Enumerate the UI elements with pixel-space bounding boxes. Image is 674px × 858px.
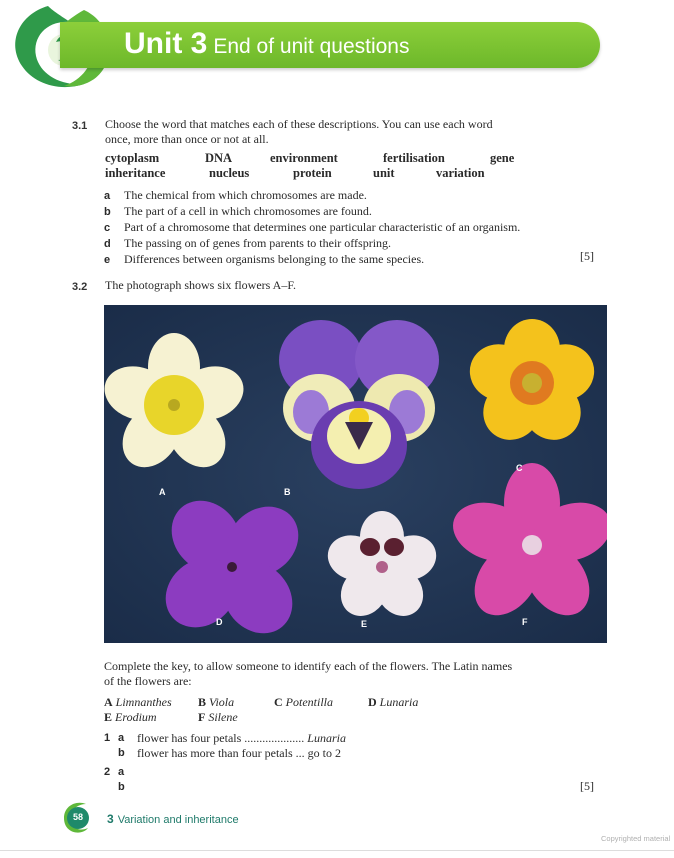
flower-a-image [104,333,251,479]
list-item: b The part of a cell in which chromosomes are found. [104,204,372,218]
flower-label-f: F [522,617,528,627]
word: protein [293,166,332,180]
word: nucleus [209,166,250,180]
word-bank [105,151,545,183]
question-number: 3.1 [72,120,88,132]
flower-f-image [445,463,607,628]
flower-label-b: B [284,487,291,497]
identification-key: 1 a flower has four petals .................... Lunaria b flower has more than four petals ... go to 2 2 a b [104,731,346,793]
list-item: d The passing on of genes from parents to their offspring. [104,236,392,250]
flower-b-image [279,320,439,489]
word: inheritance [105,166,166,180]
word: fertilisation [383,151,445,165]
chapter-footer: 3 Variation and inheritance [107,812,239,826]
flower-label-e: E [361,619,368,629]
flower-c-image [462,319,601,451]
question-items [104,188,544,268]
copyright-notice: Copyrighted material [601,834,671,843]
question-intro: Choose the word that matches each of these descriptions. You can use each word once, more than once or not at all. [105,117,493,146]
list-item: a The chemical from which chromosomes are made. [104,188,367,202]
latin-names: A Limnanthes B Viola C Potentilla D Lunaria E Erodium F Silene [104,695,419,724]
marks: [5] [580,249,594,263]
flower-label-c: C [516,463,523,473]
flower-d-image [152,487,313,643]
word: variation [436,166,485,180]
list-item: e Differences between organisms belonging to the same species. [104,252,425,266]
page-number: 58 [72,812,83,822]
flowers-photo [104,305,607,643]
question-intro: The photograph shows six flowers A–F. [105,278,297,292]
word: unit [373,166,395,180]
word: environment [270,151,338,165]
question-number: 3.2 [72,281,88,293]
word: gene [490,151,515,165]
page-divider [0,850,674,851]
list-item: c Part of a chromosome that determines one particular characteristic of an organism. [104,220,521,234]
flower-label-a: A [159,487,166,497]
flower-label-d: D [216,617,223,627]
flower-e-image [322,511,442,625]
page-title: Unit 3 End of unit questions [124,27,410,60]
key-instructions: Complete the key, to allow someone to identify each of the flowers. The Latin names of the flowers are: [104,659,513,688]
word: DNA [205,151,233,165]
word: cytoplasm [105,151,160,165]
marks: [5] [580,779,594,793]
